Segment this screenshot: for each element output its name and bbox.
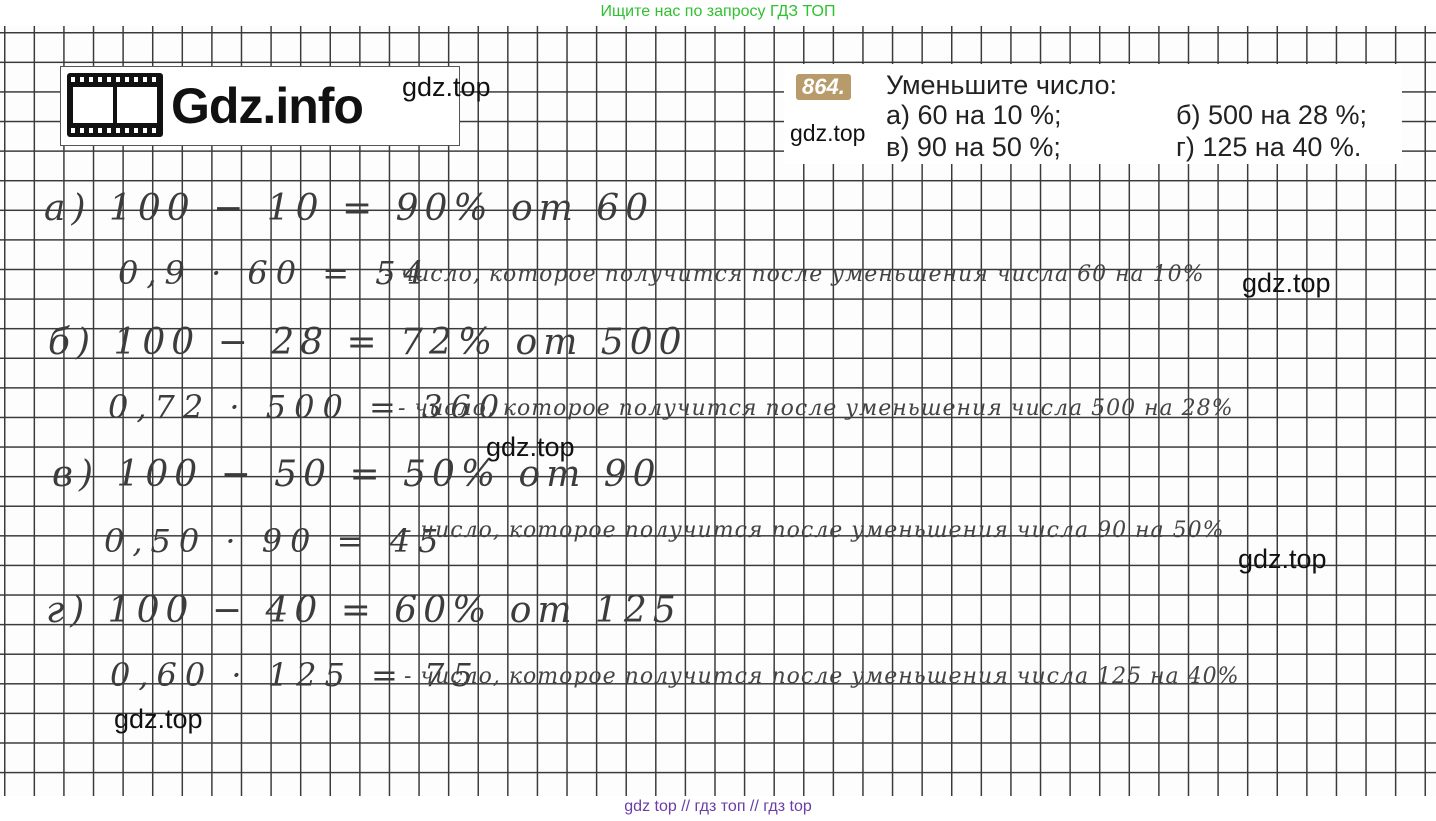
- solution-a-equation: а) 100 − 10 = 90% от 60: [44, 188, 655, 229]
- task-item-v: в) 90 на 50 %;: [886, 132, 1061, 162]
- task-card: [784, 64, 1402, 164]
- solution-b-equation: б) 100 − 28 = 72% от 500: [48, 322, 688, 363]
- task-item-a: а) 60 на 10 %;: [886, 100, 1062, 130]
- logo-text: Gdz.info: [171, 78, 363, 134]
- watermark: gdz.top: [486, 432, 575, 462]
- film-strip-icon: [67, 73, 163, 137]
- task-item-g: г) 125 на 40 %.: [1176, 132, 1362, 162]
- solution-v-calc: 0,50 · 90 = 45: [104, 522, 447, 560]
- solution-v-equation: в) 100 − 50 = 50% от 90: [52, 454, 662, 495]
- bottom-footer: gdz top // гдз топ // гдз top: [624, 798, 812, 815]
- task-title: Уменьшите число:: [886, 70, 1118, 100]
- watermark: gdz.top: [114, 704, 203, 734]
- top-banner: Ищите нас по запросу ГДЗ ТОП: [600, 3, 836, 20]
- task-number: 864.: [796, 74, 851, 100]
- solution-v-note: - число, которое получится после уменьшения числа 90 на 50%: [404, 518, 1225, 543]
- solution-b-note: - число, которое получится после уменьшения числа 500 на 28%: [398, 396, 1234, 421]
- solution-g-note: - число, которое получится после уменьшения числа 125 на 40%: [404, 664, 1240, 689]
- solution-a-calc: 0,9 · 60 = 54: [118, 254, 432, 292]
- solution-g-equation: г) 100 − 40 = 60% от 125: [46, 590, 682, 631]
- solution-b-calc: 0,72 · 500 = 360: [108, 388, 508, 426]
- task-item-b: б) 500 на 28 %;: [1176, 100, 1367, 130]
- watermark: gdz.top: [790, 120, 866, 146]
- watermark: gdz.top: [1242, 268, 1331, 298]
- watermark: gdz.top: [1238, 544, 1327, 574]
- solution-g-calc: 0,60 · 125 = 75: [110, 656, 481, 694]
- site-logo[interactable]: [60, 66, 460, 146]
- watermark: gdz.top: [402, 72, 491, 102]
- solution-a-note: - число, которое получится после уменьшения числа 60 на 10%: [384, 262, 1205, 287]
